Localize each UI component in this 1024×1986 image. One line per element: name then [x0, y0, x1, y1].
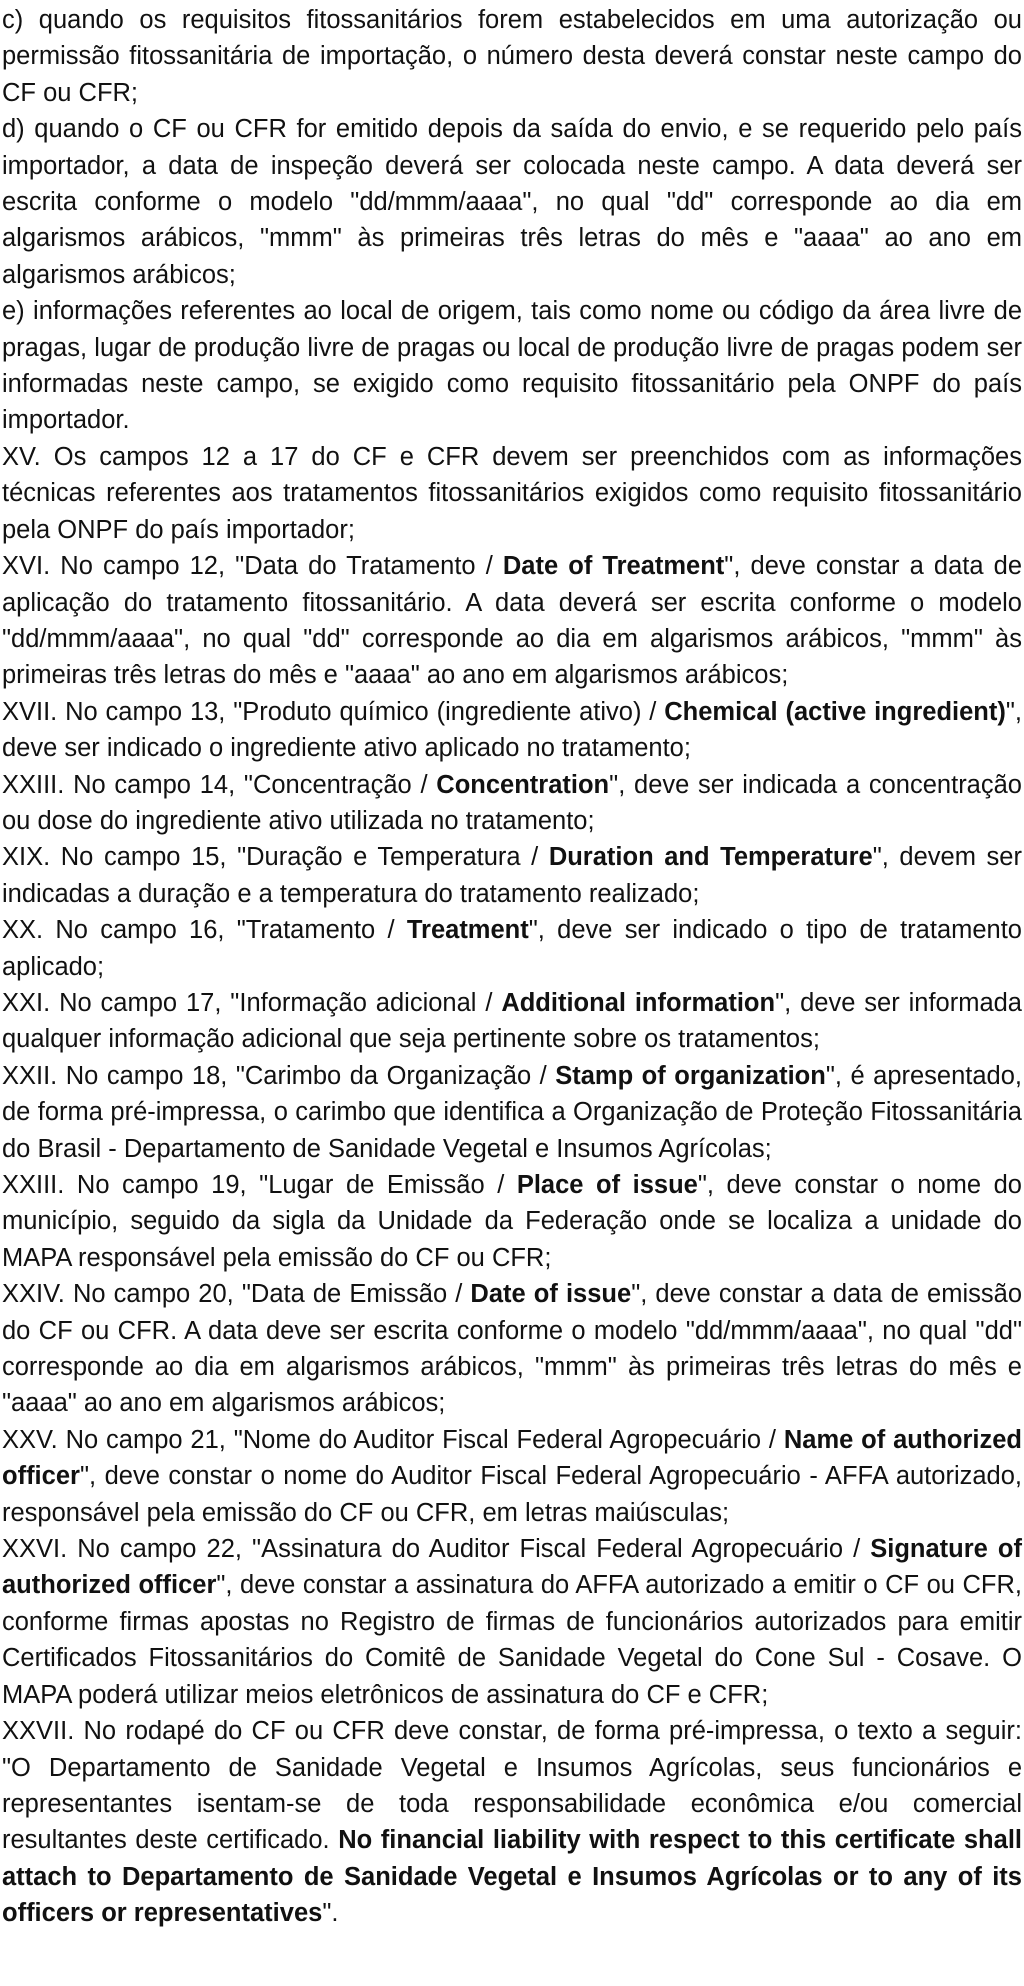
paragraph-text: ", deve constar a data de emissão do CF ou CFR. A data deve ser escrita conforme o modelo "dd/mmm/aaaa", no qual "dd" corresponde ao dia em algarismos arábicos, "mmm" às primeiras três letras do mês e "aaaa" ao ano em algarismos arábicos; [2, 1280, 1022, 1418]
paragraph [2, 1276, 1022, 1422]
paragraph [2, 111, 1022, 293]
paragraph-text: ", deve constar a assinatura do AFFA autorizado a emitir o CF ou CFR, conforme firmas apostas no Registro de firmas de funcionários autorizados para emitir Certificados Fitossanitários do Comitê de Sanidade Vegetal do Cone Sul - Cosave. O MAPA poderá utilizar meios eletrônicos de assinatura do CF e CFR; [2, 1571, 1022, 1709]
paragraph-text: XXVII. No rodapé do CF ou CFR deve constar, de forma pré-impressa, o texto a seguir: "O Departamento de Sanidade Vegetal e Insumos Agrícolas, seus funcionários e representantes isentam-se de toda responsabilidade econômica e/ou comercial resultantes deste certificado. [2, 1717, 1022, 1855]
bold-term: Duration and Temperature [548, 843, 873, 872]
paragraph-text: ", devem ser indicadas a duração e a temperatura do tratamento realizado; [2, 843, 1022, 908]
paragraph [2, 694, 1022, 767]
paragraph-text: ", deve ser indicado o ingrediente ativo aplicado no tratamento; [2, 697, 1022, 763]
paragraph-text: XXII. No campo 18, "Carimbo da Organização / [2, 1061, 556, 1090]
bold-term: Date of issue [470, 1280, 632, 1309]
paragraph-text: XXIV. No campo 20, "Data de Emissão / [2, 1280, 471, 1309]
paragraph-text: d) quando o CF ou CFR for emitido depois da saída do envio, e se requerido pelo país importador, a data de inspeção deverá ser colocada neste campo. A data deverá ser escrita conforme o modelo "dd/mmm/aaaa", no qual "dd" corresponde ao dia em algarismos arábicos, "mmm" às primeiras três letras do mês e "aaaa" ao ano em algarismos arábicos; [2, 115, 1022, 289]
paragraph-text: ", deve ser indicada a concentração ou dose do ingrediente ativo utilizada no tratamento; [2, 770, 1022, 835]
paragraph-text: XXIII. No campo 14, "Concentração / [2, 770, 437, 799]
paragraph [2, 1058, 1022, 1167]
paragraph [2, 1167, 1022, 1276]
paragraph [2, 985, 1022, 1058]
paragraph-text: XXVI. No campo 22, "Assinatura do Auditor Fiscal Federal Agropecuário / [2, 1535, 871, 1564]
paragraph-text: XIX. No campo 15, "Duração e Temperatura / [2, 843, 549, 872]
paragraph-text: ". [322, 1899, 339, 1928]
paragraph [2, 293, 1022, 439]
document-body [2, 2, 1022, 1932]
bold-term: Additional information [501, 988, 776, 1017]
paragraph-text: XXIII. No campo 19, "Lugar de Emissão / [2, 1171, 517, 1199]
paragraph-text: XXV. No campo 21, "Nome do Auditor Fiscal Federal Agropecuário / [2, 1425, 784, 1454]
paragraph [2, 1531, 1022, 1713]
bold-term: Date of Treatment [502, 552, 725, 581]
paragraph-text: ", deve constar o nome do Auditor Fiscal Federal Agropecuário - AFFA autorizado, responsável pela emissão do CF ou CFR, em letras maiúsculas; [2, 1462, 1022, 1527]
paragraph-text: ", deve constar o nome do município, seguido da sigla da Unidade da Federação onde se localiza a unidade do MAPA responsável pela emissão do CF ou CFR; [2, 1171, 1022, 1272]
paragraph-text: XXI. No campo 17, "Informação adicional / [2, 988, 502, 1017]
paragraph-text: ", deve ser indicado o tipo de tratamento aplicado; [2, 916, 1022, 981]
paragraph-text: ", deve constar a data de aplicação do tratamento fitossanitário. A data deverá ser escrita conforme o modelo "dd/mmm/aaaa", no qual "dd" corresponde ao dia em algarismos arábicos, "mmm" às primeiras três letras do mês e "aaaa" ao ano em algarismos arábicos; [2, 552, 1023, 690]
paragraph-text: XVII. No campo 13, "Produto químico (ingrediente ativo) / [2, 697, 665, 726]
paragraph-text: XV. Os campos 12 a 17 do CF e CFR devem ser preenchidos com as informações técnicas referentes aos tratamentos fitossanitários exigidos como requisito fitossanitário pela ONPF do país importador; [2, 442, 1022, 544]
paragraph [2, 548, 1022, 694]
paragraph [2, 2, 1022, 111]
paragraph-text: c) quando os requisitos fitossanitários forem estabelecidos em uma autorização ou permissão fitossanitária de importação, o número desta deverá constar neste campo do CF ou CFR; [2, 6, 1022, 107]
paragraph-text: ", deve ser informada qualquer informação adicional que seja pertinente sobre os tratamentos; [2, 988, 1022, 1054]
paragraph-text: XVI. No campo 12, "Data do Tratamento / [2, 552, 503, 581]
paragraph-text: e) informações referentes ao local de origem, tais como nome ou código da área livre de pragas, lugar de produção livre de pragas ou local de produção livre de pragas podem ser informadas neste campo, se exigido como requisito fitossanitário pela ONPF do país importador. [2, 297, 1022, 435]
paragraph [2, 1422, 1022, 1531]
bold-term: Name of authorized officer [2, 1425, 1022, 1491]
paragraph [2, 439, 1022, 548]
paragraph [2, 767, 1022, 840]
bold-term: Concentration [436, 770, 610, 799]
paragraph-text: XX. No campo 16, "Tratamento / [2, 916, 407, 945]
bold-term: Signature of authorized officer [2, 1535, 1022, 1600]
bold-term: Chemical (active ingredient) [664, 697, 1006, 726]
paragraph [2, 839, 1022, 912]
paragraph [2, 1713, 1022, 1931]
paragraph [2, 912, 1022, 985]
bold-term: No financial liability with respect to this certificate shall attach to Departamento de Sanidade Vegetal e Insumos Agrícolas or to any of its officers or representatives [2, 1826, 1022, 1928]
bold-term: Treatment [406, 916, 529, 945]
bold-term: Place of issue [516, 1171, 698, 1199]
bold-term: Stamp of organization [555, 1061, 826, 1090]
paragraph-text: ", é apresentado, de forma pré-impressa, o carimbo que identifica a Organização de Proteção Fitossanitária do Brasil - Departamento de Sanidade Vegetal e Insumos Agrícolas; [2, 1061, 1023, 1163]
